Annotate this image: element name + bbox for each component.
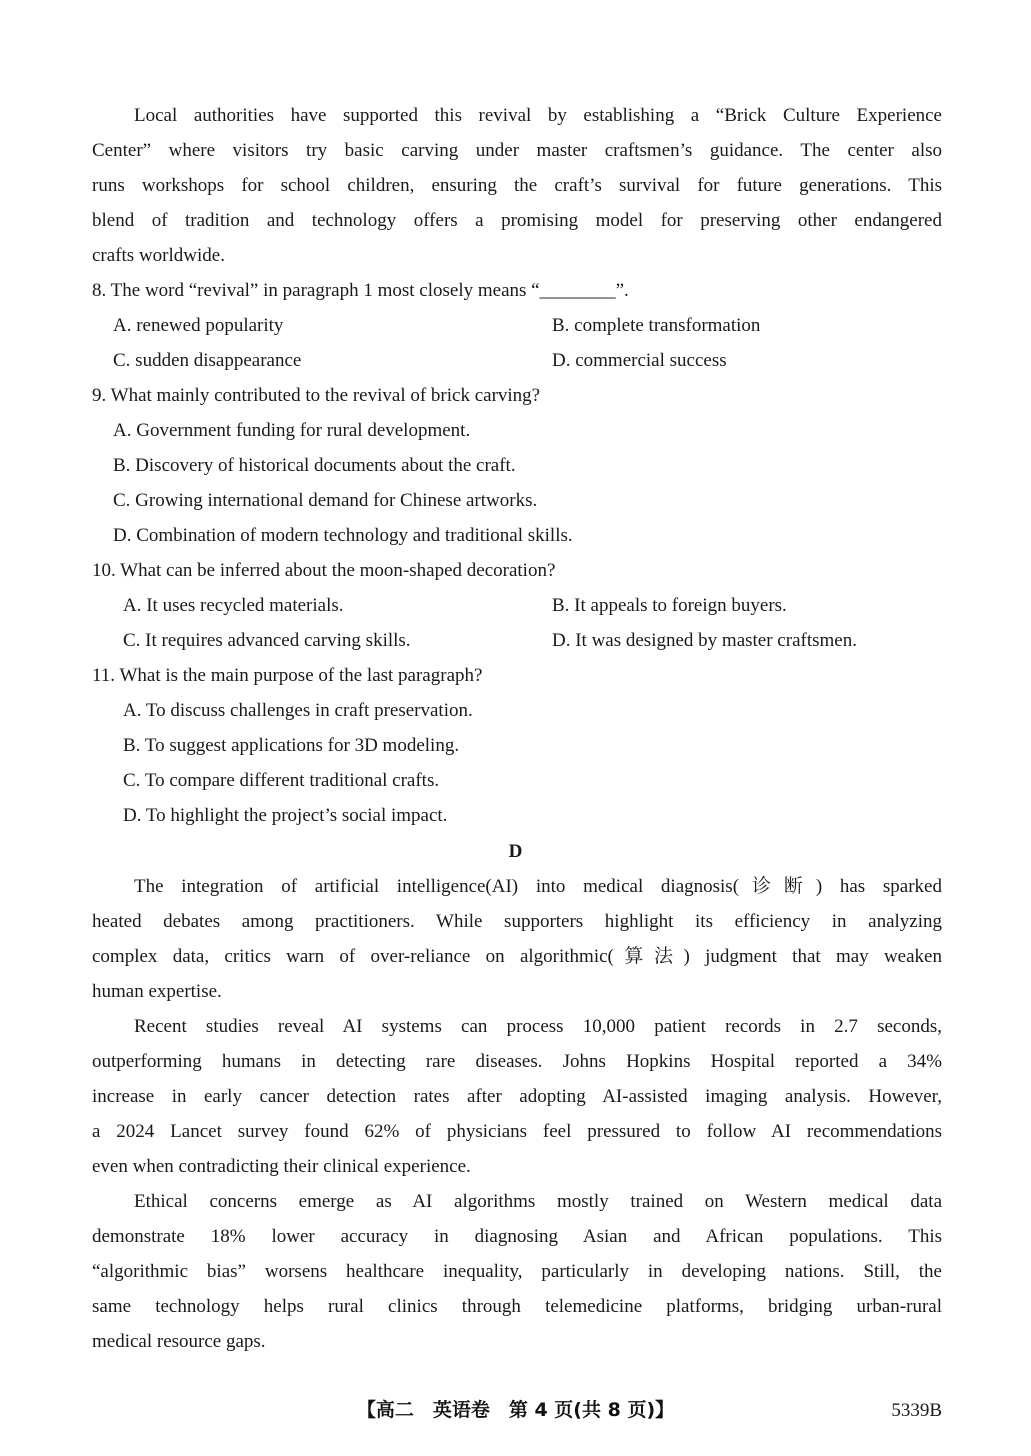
paragraph-line: increase in early cancer detection rates after adopting AI-assisted imaging analysis. However, bbox=[92, 1086, 942, 1107]
option-c: C. Growing international demand for Chinese artworks. bbox=[113, 490, 538, 511]
paragraph-line: demonstrate 18% lower accuracy in diagnosing Asian and African populations. This bbox=[92, 1226, 942, 1247]
question-stem: 9. What mainly contributed to the revival of brick carving? bbox=[92, 385, 541, 406]
option-c: C. sudden disappearance bbox=[113, 350, 302, 371]
paragraph-line: crafts worldwide. bbox=[92, 245, 225, 266]
paragraph-line: outperforming humans in detecting rare diseases. Johns Hopkins Hospital reported a 34% bbox=[92, 1051, 942, 1072]
option-d: D. To highlight the project’s social impact. bbox=[123, 805, 448, 826]
paragraph-line: complex data, critics warn of over-reliance on algorithmic(算法) judgment that may weaken bbox=[92, 946, 942, 967]
option-a: A. It uses recycled materials. bbox=[123, 595, 344, 616]
option-b: B. complete transformation bbox=[552, 315, 761, 336]
question-stem: 11. What is the main purpose of the last paragraph? bbox=[92, 665, 483, 686]
paragraph-line: “algorithmic bias” worsens healthcare inequality, particularly in developing nations. Still, the bbox=[92, 1261, 942, 1282]
option-b: B. To suggest applications for 3D modeling. bbox=[123, 735, 460, 756]
paragraph-line: The integration of artificial intelligence(AI) into medical diagnosis(诊断) has sparked bbox=[134, 876, 942, 897]
option-d: D. commercial success bbox=[552, 350, 727, 371]
option-d: D. It was designed by master craftsmen. bbox=[552, 630, 857, 651]
option-c: C. It requires advanced carving skills. bbox=[123, 630, 411, 651]
option-b: B. Discovery of historical documents about the craft. bbox=[113, 455, 516, 476]
paragraph-line: medical resource gaps. bbox=[92, 1331, 266, 1352]
question-stem: 8. The word “revival” in paragraph 1 most closely means “________”. bbox=[92, 280, 629, 301]
paragraph-line: heated debates among practitioners. While supporters highlight its efficiency in analyzing bbox=[92, 911, 942, 932]
paragraph-line: blend of tradition and technology offers a promising model for preserving other endangered bbox=[92, 210, 942, 231]
paragraph-line: runs workshops for school children, ensuring the craft’s survival for future generations. This bbox=[92, 175, 942, 196]
option-a: A. Government funding for rural development. bbox=[113, 420, 471, 441]
paragraph-line: Ethical concerns emerge as AI algorithms mostly trained on Western medical data bbox=[134, 1191, 942, 1212]
option-c: C. To compare different traditional crafts. bbox=[123, 770, 440, 791]
paragraph-line: human expertise. bbox=[92, 981, 222, 1002]
exam-code: 5339B bbox=[891, 1400, 942, 1421]
question-stem: 10. What can be inferred about the moon-shaped decoration? bbox=[92, 560, 556, 581]
option-b: B. It appeals to foreign buyers. bbox=[552, 595, 787, 616]
paragraph-line: Center” where visitors try basic carving under master craftsmen’s guidance. The center also bbox=[92, 140, 942, 161]
paragraph-line: a 2024 Lancet survey found 62% of physicians feel pressured to follow AI recommendations bbox=[92, 1121, 942, 1142]
page-footer: 【高二 英语卷 第 4 页(共 8 页)】 bbox=[356, 1399, 675, 1421]
paragraph-line: Recent studies reveal AI systems can process 10,000 patient records in 2.7 seconds, bbox=[134, 1016, 942, 1037]
option-d: D. Combination of modern technology and traditional skills. bbox=[113, 525, 573, 546]
section-heading: D bbox=[508, 841, 523, 862]
option-a: A. renewed popularity bbox=[113, 315, 284, 336]
option-a: A. To discuss challenges in craft preservation. bbox=[123, 700, 473, 721]
paragraph-line: Local authorities have supported this revival by establishing a “Brick Culture Experience bbox=[134, 105, 942, 126]
paragraph-line: same technology helps rural clinics through telemedicine platforms, bridging urban-rural bbox=[92, 1296, 942, 1317]
paragraph-line: even when contradicting their clinical experience. bbox=[92, 1156, 471, 1177]
